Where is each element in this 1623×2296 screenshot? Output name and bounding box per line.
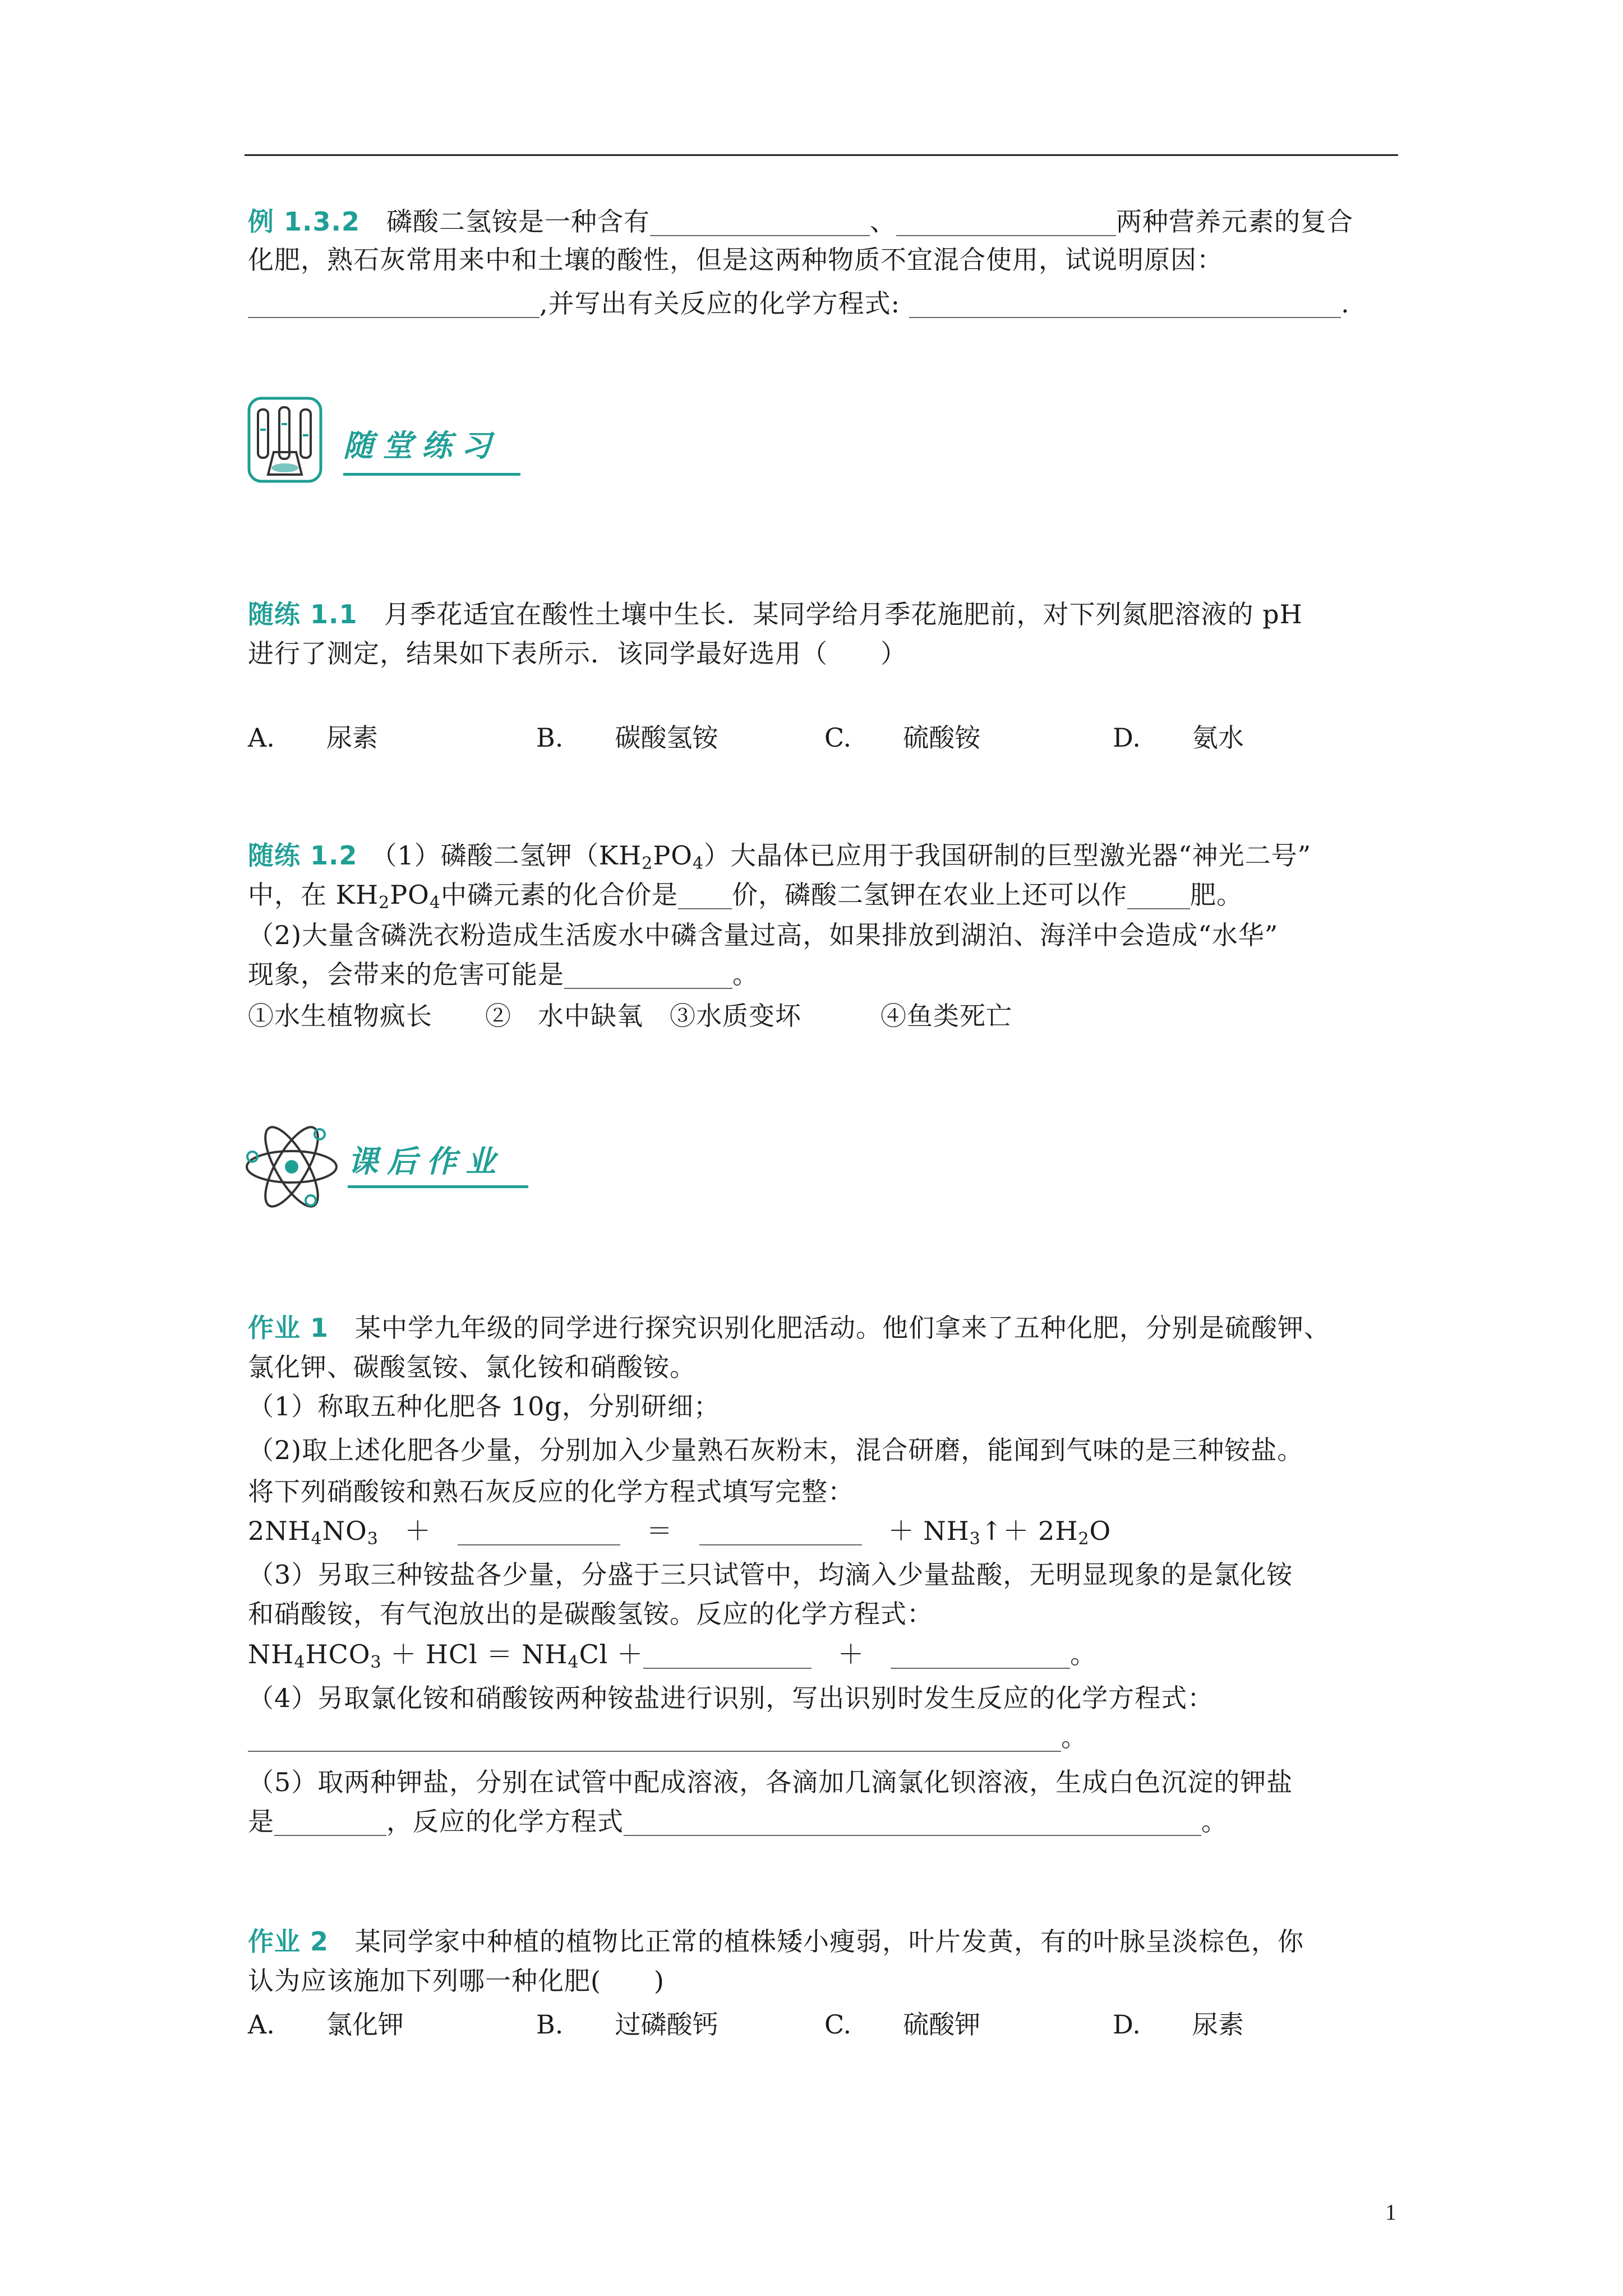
hw1-line-5: 将下列硝酸铵和熟石灰反应的化学方程式填写完整： <box>248 1476 854 1507</box>
section-rule <box>343 473 520 476</box>
hw2-option-d[interactable]: D. 尿素 <box>1113 2009 1244 2040</box>
hw2-label: 作业 2 <box>248 1926 329 1957</box>
hw1-equation-2: $NH_4HCO_3$ ＋ HCl ＝ $NH_4Cl$ ＋ ＋ 。 <box>248 1639 1097 1672</box>
answer-blank[interactable] <box>909 291 1341 318</box>
hw1-line-3: （1）称取五种化肥各 10g，分别研细； <box>248 1391 720 1421</box>
answer-blank[interactable] <box>274 1809 386 1836</box>
answer-blank[interactable] <box>458 1519 620 1545</box>
ex11-option-c[interactable]: C. 硫酸铵 <box>824 723 981 753</box>
lab-beakers-icon <box>246 396 324 486</box>
hw1-line-11: 。 <box>248 1720 1087 1755</box>
hw1-equation-1: $2NH_4NO_3$ ＋ ＝ ＋ $NH_3↑+ 2H_2O$ <box>248 1516 1112 1549</box>
hw1-line-8: 和硝酸铵，有气泡放出的是碳酸氢铵。反应的化学方程式： <box>248 1599 933 1629</box>
answer-blank[interactable] <box>248 291 540 318</box>
ex11-option-a[interactable]: A. 尿素 <box>248 723 378 753</box>
hw1-line-13: 是 ，反应的化学方程式 。 <box>248 1806 1228 1837</box>
ex12-line-1: 随练 1.2 （1）磷酸二氢钾$(KH_2PO_4)$大晶体已应用于我国研制的巨型激光器“神光二号” <box>248 840 1312 873</box>
hw1-line-12: （5）取两种钾盐，分别在试管中配成溶液，各滴加几滴氯化钡溶液，生成白色沉淀的钾盐 <box>248 1767 1293 1797</box>
example-line-2: 化肥，熟石灰常用来中和土壤的酸性，但是这两种物质不宜混合使用，试说明原因： <box>248 245 1223 275</box>
hw1-label: 作业 1 <box>248 1313 329 1343</box>
hw2-line-1: 作业 2 某同学家中种植的植物比正常的植株矮小瘦弱，叶片发黄，有的叶脉呈淡棕色，你 <box>248 1926 1304 1957</box>
section-rule <box>348 1185 528 1188</box>
answer-blank[interactable] <box>1127 882 1190 909</box>
answer-blank[interactable] <box>564 962 732 989</box>
example-line-3: ,并写出有关反应的化学方程式: . <box>248 286 1350 321</box>
page-number: 1 <box>1385 2200 1396 2225</box>
ex11-option-b[interactable]: B. 碳酸氢铵 <box>536 723 718 753</box>
ex12-line-3: （2)大量含磷洗衣粉造成生活废水中磷含量过高，如果排放到湖泊、海洋中会造成“水华” <box>248 920 1279 950</box>
atom-icon <box>241 1122 342 1212</box>
answer-blank[interactable] <box>678 882 732 909</box>
example-label: 例 1.3.2 <box>248 206 360 237</box>
ex11-option-d[interactable]: D. 氨水 <box>1113 723 1244 753</box>
ex11-line-2: 进行了测定，结果如下表所示．该同学最好选用（ ） <box>248 638 907 669</box>
hw2-line-2: 认为应该施加下列哪一种化肥( ) <box>248 1966 665 1996</box>
section-title-homework: 课后作业 <box>348 1144 505 1179</box>
ex12-line-4: 现象，会带来的危害可能是 。 <box>248 959 759 990</box>
header-rule <box>245 154 1398 156</box>
section-title-practice: 随堂练习 <box>343 428 500 463</box>
hw1-line-1: 作业 1 某中学九年级的同学进行探究识别化肥活动。他们拿来了五种化肥，分别是硫酸钾、 <box>248 1313 1331 1343</box>
example-line-1: 例 1.3.2 磷酸二氢铵是一种含有 、 两种营养元素的复合 <box>248 206 1353 237</box>
ex12-label: 随练 1.2 <box>248 840 358 871</box>
answer-blank[interactable] <box>896 209 1116 236</box>
hw2-option-b[interactable]: B. 过磷酸钙 <box>536 2009 718 2040</box>
hw1-line-7: （3）另取三种铵盐各少量，分盛于三只试管中，均滴入少量盐酸，无明显现象的是氯化铵 <box>248 1559 1293 1590</box>
answer-blank[interactable] <box>643 1642 811 1669</box>
ex12-line-2: 中，在 $KH_2PO_4$中磷元素的化合价是 价，磷酸二氢钾在农业上还可以作 肥。 <box>248 880 1243 913</box>
ex11-line-1: 随练 1.1 月季花适宜在酸性土壤中生长．某同学给月季花施肥前，对下列氮肥溶液的 pH <box>248 599 1303 629</box>
answer-blank[interactable] <box>650 209 870 236</box>
answer-blank[interactable] <box>891 1642 1070 1669</box>
hw2-option-c[interactable]: C. 硫酸钾 <box>824 2009 981 2040</box>
ex12-line-5: ①水生植物疯长 ② 水中缺氧 ③水质变坏 ④鱼类死亡 <box>248 1001 1012 1031</box>
ex11-label: 随练 1.1 <box>248 599 358 629</box>
answer-blank[interactable] <box>624 1809 1201 1836</box>
hw2-option-a[interactable]: A. 氯化钾 <box>248 2009 404 2040</box>
hw1-line-2: 氯化钾、碳酸氢铵、氯化铵和硝酸铵。 <box>248 1352 696 1382</box>
hw1-line-4: （2)取上述化肥各少量，分别加入少量熟石灰粉末，混合研磨，能闻到气味的是三种铵盐。 <box>248 1435 1304 1465</box>
answer-blank[interactable] <box>699 1519 862 1545</box>
hw1-line-10: （4）另取氯化铵和硝酸铵两种铵盐进行识别，写出识别时发生反应的化学方程式： <box>248 1683 1214 1713</box>
answer-blank[interactable] <box>248 1725 1061 1752</box>
